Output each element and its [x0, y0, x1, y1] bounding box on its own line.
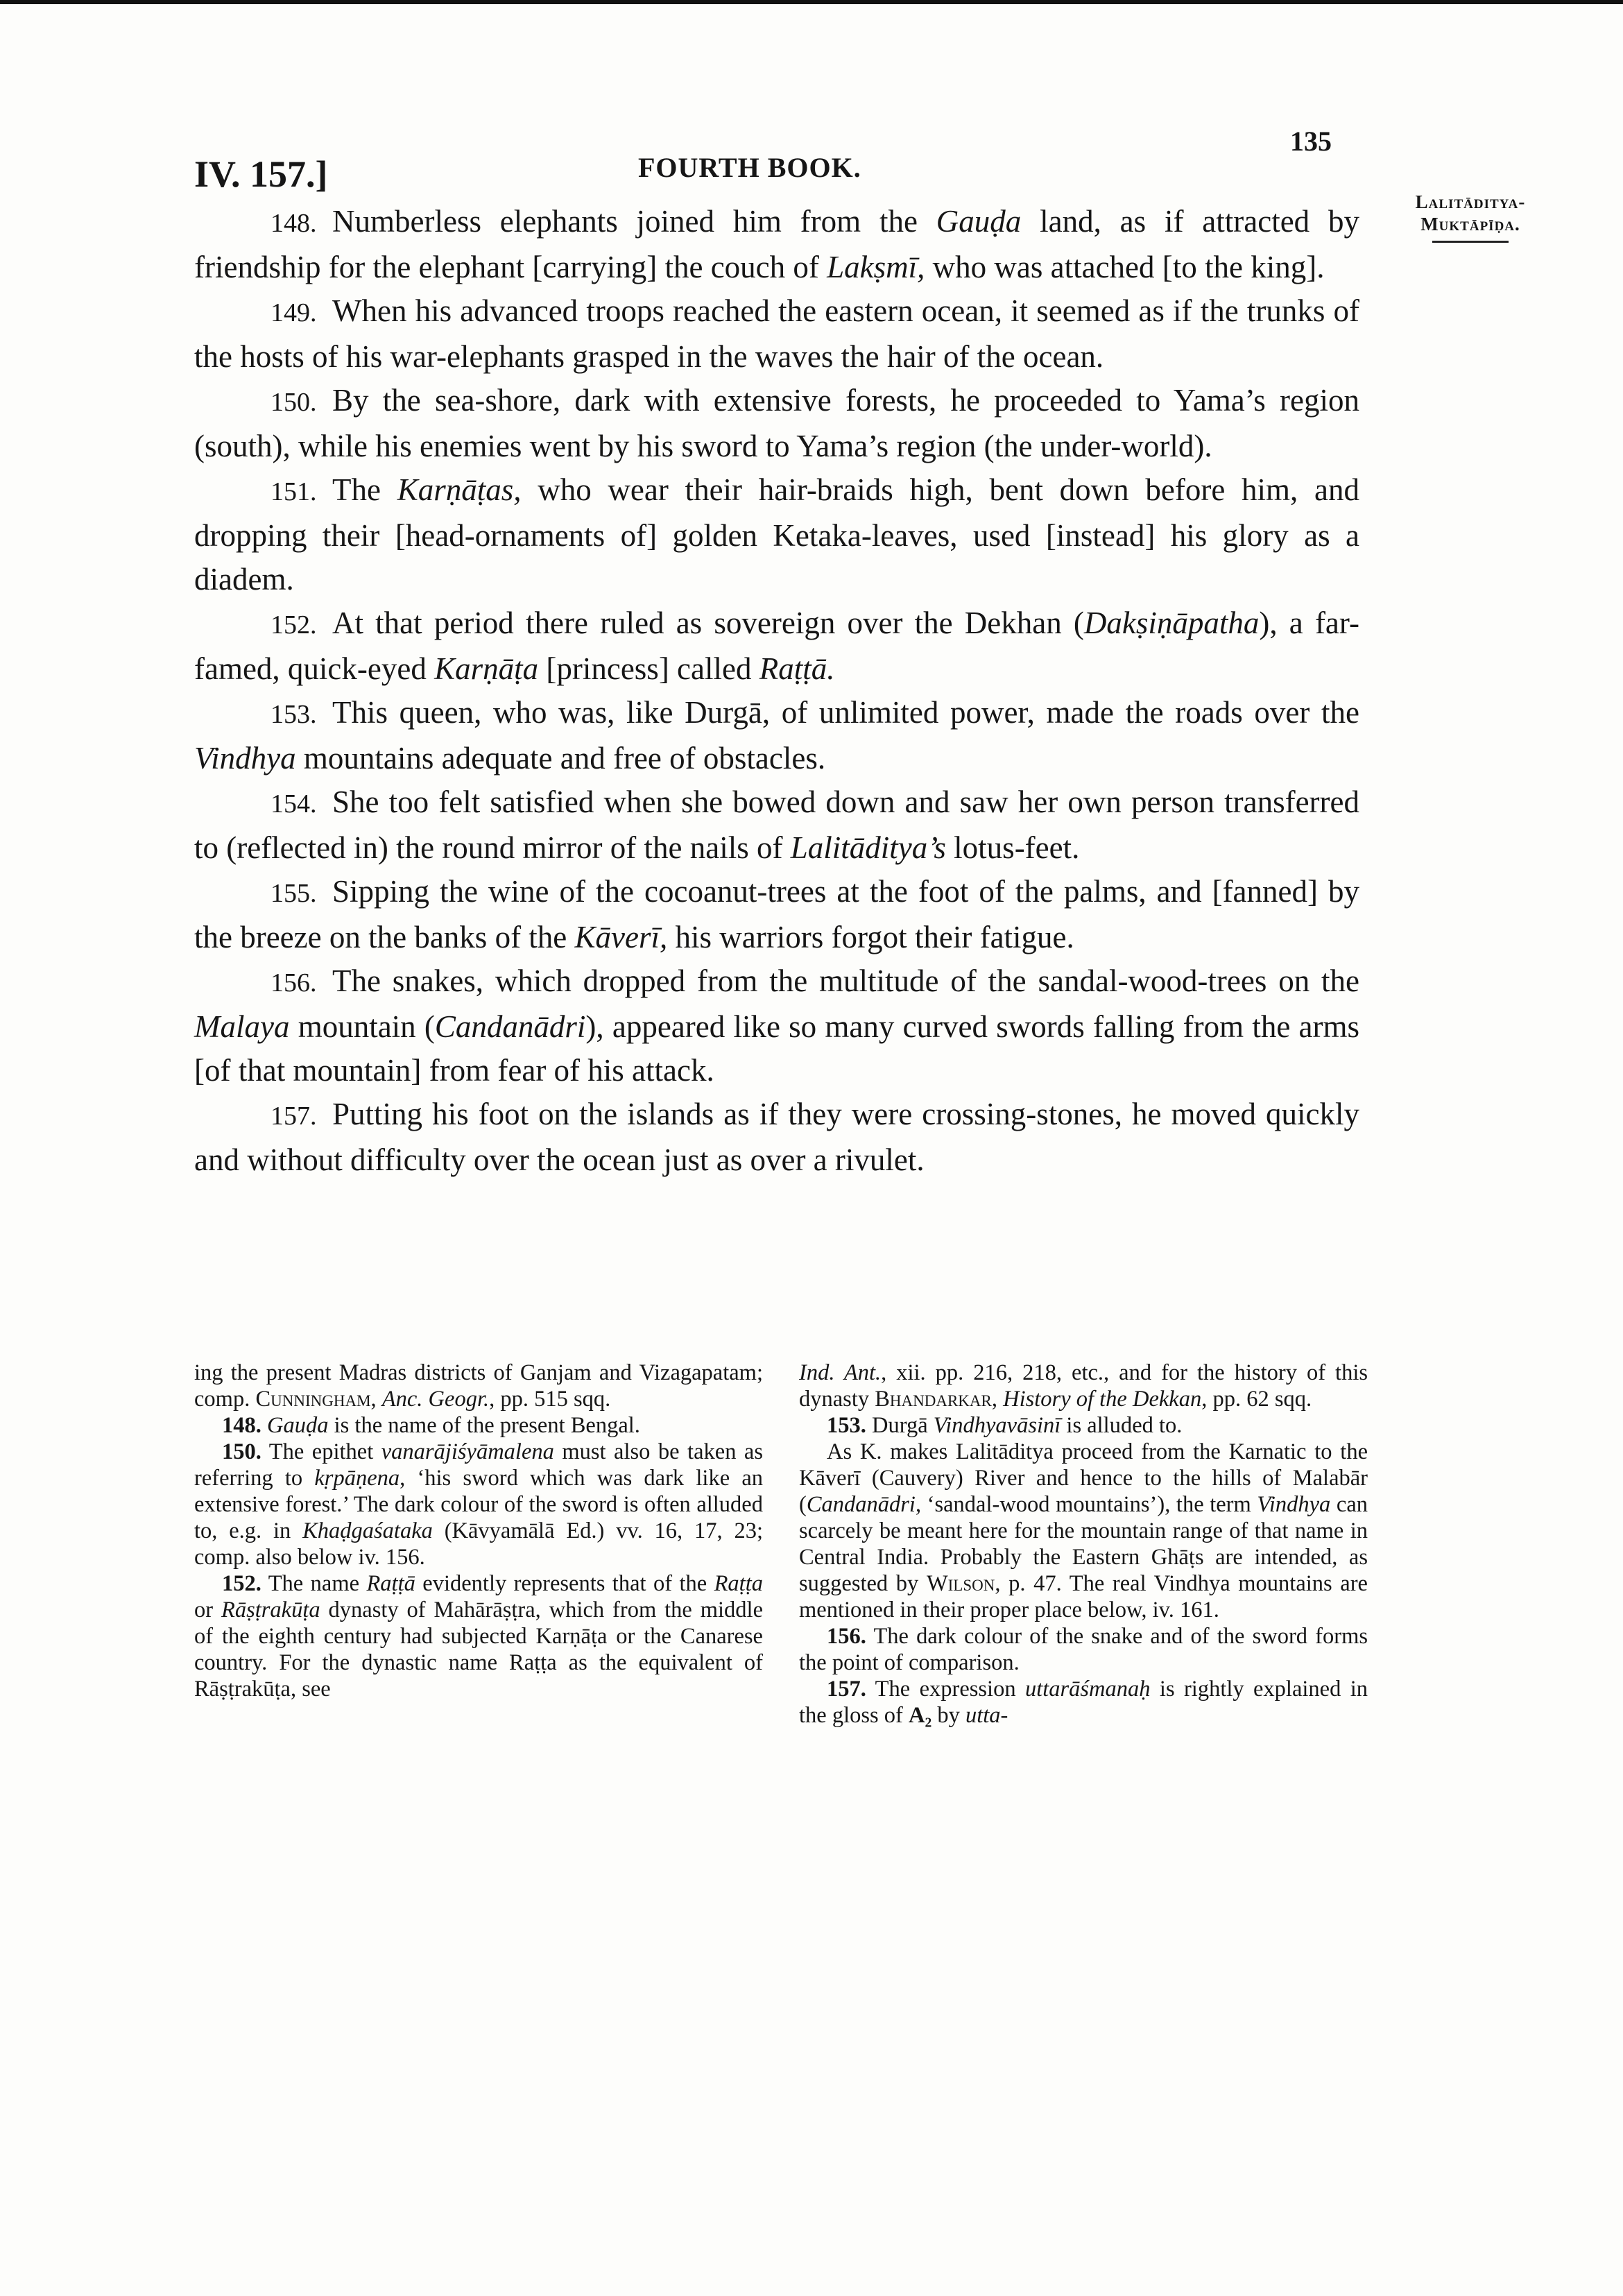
verse-number: 155.: [270, 879, 317, 908]
text-run: lotus-feet.: [945, 830, 1080, 865]
italic-term: Lalitāditya’s: [790, 830, 946, 865]
footnote-number: 152.: [222, 1571, 261, 1596]
verse-number: 152.: [270, 610, 317, 640]
footnote-continuation: [799, 1360, 1368, 1412]
footnote-number: 157.: [827, 1677, 866, 1702]
verse-number: 148.: [270, 209, 317, 238]
italic-term: Raṭṭā: [366, 1571, 415, 1596]
verse-number: 151.: [270, 477, 317, 506]
footnote-156: [799, 1623, 1368, 1676]
text-run: She too felt satisfied when she bowed down and saw her own person transferred to (reflected in) the round mirror of the nails of: [194, 785, 1359, 865]
footnote-continuation: [799, 1439, 1368, 1623]
italic-term: Candanādri: [806, 1492, 916, 1517]
italic-term: Rāṣṭrakūṭa: [221, 1597, 320, 1622]
text-run: ,: [370, 1387, 382, 1412]
footnote-column-left: [194, 1360, 763, 1702]
text-run: This queen, who was, like Durgā, of unlimited power, made the roads over the: [332, 695, 1359, 730]
text-run: mountain (: [289, 1009, 435, 1044]
verse-151: [194, 468, 1359, 601]
text-run: is rightly explained in the gloss of: [799, 1677, 1368, 1728]
text-run: is the name of the present Bengal.: [328, 1413, 640, 1438]
text-run: by: [931, 1703, 965, 1728]
text-run: who was attached [to the king].: [925, 250, 1325, 284]
footnote-148: [194, 1412, 763, 1439]
italic-term: Lakṣmī,: [827, 250, 925, 284]
verse-150: [194, 379, 1359, 468]
text-run: , ‘his sword which was dark like an extensive forest.’ The dark colour of the sword is often alluded to, e.g. in: [194, 1466, 764, 1543]
verse-155: [194, 870, 1359, 959]
verse-number: 154.: [270, 789, 317, 819]
italic-term: uttarāśmanaḥ: [1024, 1677, 1151, 1702]
footnote-number: 153.: [827, 1413, 866, 1438]
italic-term: Vindhya: [194, 741, 296, 776]
text-run: who wear their hair-braids high, bent down before him, and dropping their [head-ornaments of] golden Ketaka-leaves, used [instead] his glory as a diadem.: [194, 472, 1359, 597]
text-run: The epithet: [268, 1439, 381, 1464]
italic-term: Candanādri: [434, 1009, 586, 1044]
text-run: At that period there ruled as sovereign over the Dekhan (: [332, 606, 1084, 640]
text-run: (Kāvyamālā Ed.) vv. 16, 17, 23; comp. also below iv. 156.: [194, 1518, 763, 1570]
italic-term: Raṭṭa: [714, 1571, 763, 1596]
verse-text: [194, 200, 1359, 1182]
marginal-note-line-1: Lalitāditya-: [1415, 191, 1526, 212]
marginal-note: [1394, 191, 1547, 243]
italic-term: Dakṣiṇāpatha: [1083, 606, 1260, 640]
italic-term: utta-: [965, 1703, 1008, 1728]
author-name: Wilson: [926, 1571, 995, 1596]
text-run: ing the present Madras districts of Ganjam and Vizagapatam; comp.: [194, 1360, 763, 1412]
text-run: , ‘sandal-wood mountains’), the term: [915, 1492, 1257, 1517]
text-run: [princess] called: [538, 651, 759, 686]
footnote-column-right: [799, 1360, 1368, 1729]
footnote-153: [799, 1412, 1368, 1439]
text-run: The: [332, 472, 397, 507]
author-name: Bhandarkar: [875, 1387, 992, 1412]
text-run: , pp. 515 sqq.: [489, 1387, 611, 1412]
italic-term: Khaḍgaśataka: [302, 1518, 433, 1543]
text-run: The snakes, which dropped from the multitude of the sandal-wood-trees on the: [332, 963, 1359, 998]
italic-term: Gauḍa: [267, 1413, 329, 1438]
text-run: The name: [268, 1571, 367, 1596]
text-run: land, as if attracted by friendship for the elephant [carrying] the couch of: [194, 204, 1359, 284]
section-reference: IV. 157.]: [194, 153, 328, 195]
italic-term: Gauḍa: [936, 204, 1022, 239]
author-name: Cunningham: [255, 1387, 371, 1412]
text-run: ,: [991, 1387, 1004, 1412]
footnote-continuation: [194, 1360, 763, 1412]
footnote-152: [194, 1570, 763, 1702]
italic-term: History of the Dekkan: [1003, 1387, 1202, 1412]
text-run: or: [194, 1597, 221, 1622]
page-number: 135: [1290, 126, 1332, 157]
marginal-rule: [1432, 241, 1509, 243]
verse-number: 149.: [270, 298, 317, 327]
text-run: mountains adequate and free of obstacles.: [295, 741, 826, 776]
italic-term: Karṇāṭa: [434, 651, 539, 686]
text-run: ), appeared like so many curved swords falling from the arms [of that mountain] from fear of his attack.: [194, 1009, 1359, 1088]
text-run: , pp. 62 sqq.: [1201, 1387, 1312, 1412]
verse-number: 156.: [270, 968, 317, 997]
verse-157: [194, 1093, 1359, 1182]
italic-term: Vindhyavāsinī: [933, 1413, 1061, 1438]
text-run: Sipping the wine of the cocoanut-trees at the foot of the palms, and [fanned] by the breeze on the banks of the: [194, 874, 1359, 954]
text-run: Putting his foot on the islands as if they were crossing-stones, he moved quickly and without difficulty over the ocean just as over a rivulet.: [194, 1097, 1359, 1177]
italic-term: Vindhya: [1257, 1492, 1331, 1517]
text-run: As K. makes Lalitāditya proceed from the Karnatic to the Kāverī (Cauvery) River and hence to the hills of Malabār (: [799, 1439, 1368, 1517]
italic-term: Malaya: [194, 1009, 290, 1044]
verse-154: [194, 780, 1359, 870]
verse-153: [194, 691, 1359, 780]
verse-148: [194, 200, 1359, 289]
text-run: ), a far-famed, quick-eyed: [194, 606, 1359, 686]
verse-152: [194, 601, 1359, 691]
italic-term: Anc. Geogr.: [381, 1387, 490, 1412]
text-run: Durgā: [872, 1413, 934, 1438]
text-run: evidently represents that of the: [415, 1571, 714, 1596]
verse-number: 153.: [270, 700, 317, 729]
text-run: The dark colour of the snake and of the sword forms the point of comparison.: [799, 1624, 1368, 1675]
text-run: is alluded to.: [1060, 1413, 1183, 1438]
italic-term: Raṭṭā.: [759, 651, 835, 686]
verse-number: 150.: [270, 388, 317, 417]
text-run: A₂: [908, 1703, 932, 1728]
verse-156: [194, 959, 1359, 1093]
text-run: dynasty of Mahārāṣṭra, which from the middle of the eighth century had subjected Karṇāṭa or the Canarese country. For the dynastic name Raṭṭa as the equivalent of Rāṣṭrakūṭa, see: [194, 1597, 763, 1702]
text-run: , xii. pp. 216, 218, etc., and for the history of this dynasty: [799, 1360, 1368, 1412]
footnote-number: 156.: [827, 1624, 866, 1649]
verse-number: 157.: [270, 1102, 317, 1131]
text-run: Numberless elephants joined him from the: [332, 204, 936, 239]
footnote-number: 148.: [222, 1413, 261, 1438]
footnote-number: 150.: [222, 1439, 261, 1464]
running-head: [194, 126, 1332, 201]
text-run: , p. 47. The real Vindhya mountains are mentioned in their proper place below, iv. 161.: [799, 1571, 1368, 1622]
text-run: his warriors forgot their fatigue.: [667, 920, 1074, 954]
italic-term: Kāverī,: [574, 920, 668, 954]
text-run: can scarcely be meant here for the mountain range of that name in Central India. Probably the Eastern Ghāṭs are intended, as suggested by: [799, 1492, 1368, 1596]
footnote-157: [799, 1676, 1368, 1729]
footnote-150: [194, 1439, 763, 1570]
italic-term: kṛpāṇena: [314, 1466, 400, 1491]
marginal-note-line-2: Muktāpīḍa.: [1420, 214, 1520, 234]
verse-149: [194, 289, 1359, 379]
italic-term: Ind. Ant.: [799, 1360, 882, 1385]
text-run: By the sea-shore, dark with extensive forests, he proceeded to Yama’s region (south), while his enemies went by his sword to Yama’s region (the under-world).: [194, 383, 1359, 463]
book-title: FOURTH BOOK.: [638, 152, 861, 183]
text-run: must also be taken as referring to: [194, 1439, 764, 1491]
italic-term: Karṇāṭas,: [397, 472, 522, 507]
text-run: The expression: [875, 1677, 1025, 1702]
text-run: When his advanced troops reached the eastern ocean, it seemed as if the trunks of the hosts of his war-elephants grasped in the waves the hair of the ocean.: [194, 293, 1359, 374]
italic-term: vanarājiśyāmalena: [381, 1439, 554, 1464]
